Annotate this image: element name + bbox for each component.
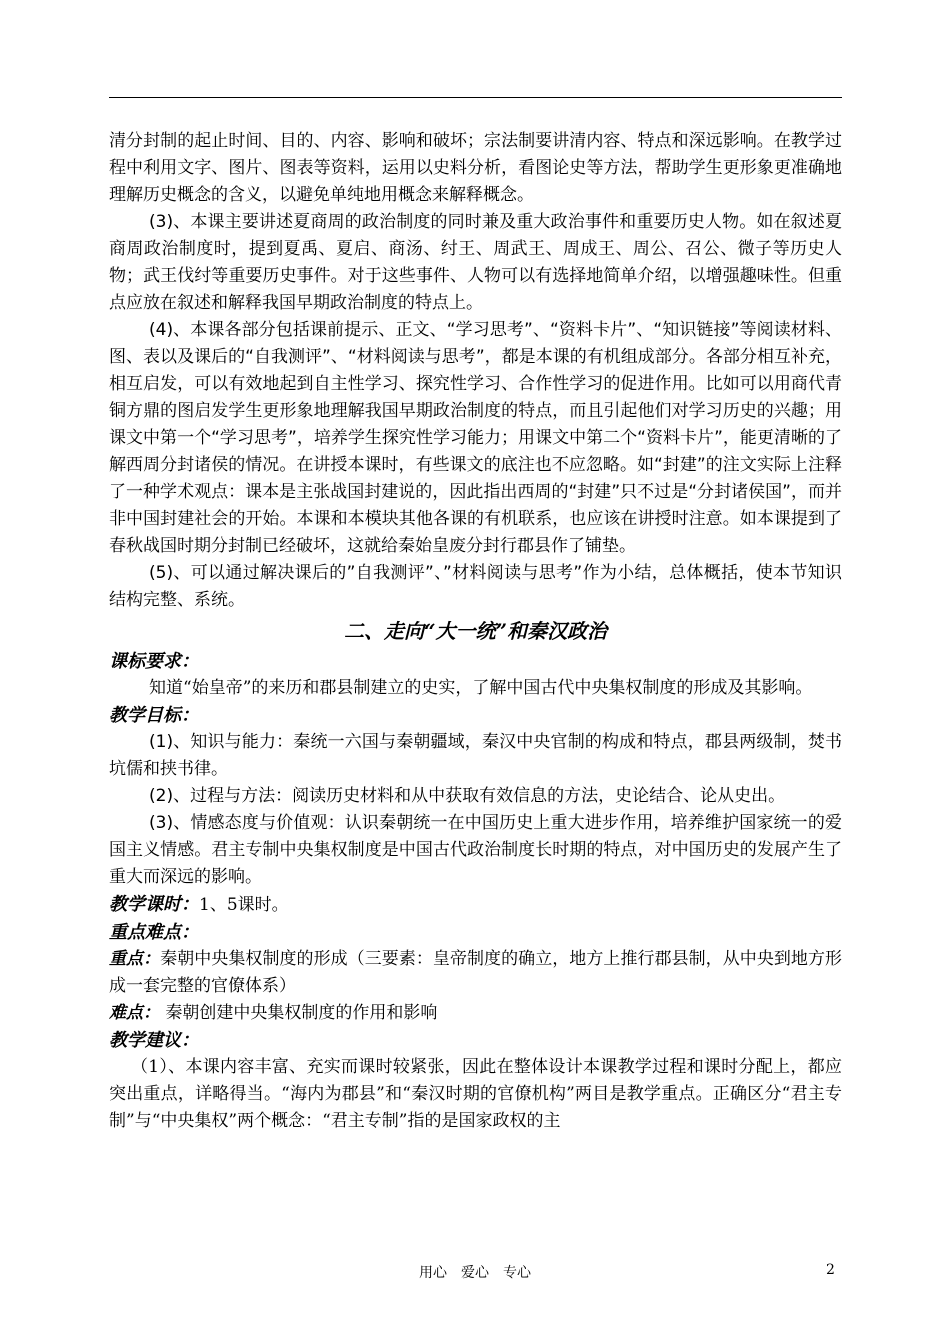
key-point-label: 重点： [109, 949, 161, 969]
hours-heading: 教学课时： [109, 894, 199, 915]
difficulty-label: 难点： [109, 1003, 160, 1023]
standard-text: 知道“始皇帝”的来历和郡县制建立的史实，了解中国古代中央集权制度的形成及其影响。 [149, 678, 813, 698]
key-point-line [109, 946, 842, 1000]
paragraph-point-4: (4)、本课各部分包括课前提示、正文、“学习思考”、“资料卡片”、“知识链接”等阅读材料、图、表以及课后的“自我测评”、“材料阅读与思考”，都是本课的有机组成部分。各部分相互补充，相互启发，可以有效地起到自主性学习、探究性学习、合作性学习的促进作用。比如可以用商代青铜方鼎的图启发学生更形象地理解我国早期政治制度的特点，而且引起他们对学习历史的兴趣；用课文中第一个“学习思考”，培养学生探究性学习能力；用课文中第二个“资料卡片”，能更清晰的了解西周分封诸侯的情况。在讲授本课时，有些课文的底注也不应忽略。如“封建”的注文实际上注释了一种学术观点：课本是主张战国封建说的，因此指出西周的“封建”只不过是“分封诸侯国”，而并非中国封建社会的开始。本课和本模块其他各课的有机联系，也应该在讲授时注意。如本课提到了春秋战国时期分封制已经破坏，这就给秦始皇废分封行郡县作了铺垫。 [109, 320, 842, 556]
objective-knowledge: (1)、知识与能力：秦统一六国与秦朝疆域，秦汉中央官制的构成和特点，郡县两级制，焚书坑儒和挟书律。 [109, 732, 842, 779]
suggestions-heading: 教学建议： [109, 1030, 199, 1051]
objective-process: (2)、过程与方法：阅读历史材料和从中获取有效信息的方法，史论结合、论从史出。 [149, 786, 786, 806]
paragraph-point-5: (5)、可以通过解决课后的”自我测评”、”材料阅读与思考”作为小结，总体概括，使本节知识结构完整、系统。 [109, 563, 842, 610]
difficulty-text: 秦朝创建中央集权制度的作用和影响 [165, 1003, 438, 1023]
hours-text: 1、5课时。 [199, 895, 289, 915]
objective-attitude: (3)、情感态度与价值观：认识秦朝统一在中国历史上重大进步作用，培养维护国家统一的爱国主义情感。君主专制中央集权制度是中国古代政治制度长时期的特点，对中国历史的发展产生了重大而深远的影响。 [109, 813, 842, 887]
suggestion-1: （1）、本课内容丰富、充实而课时较紧张，因此在整体设计本课教学过程和课时分配上，都应突出重点，详略得当。“海内为郡县”和“秦汉时期的官僚机构”两目是教学重点。正确区分“君主专制”与“中央集权”两个概念：“君主专制”指的是国家政权的主 [109, 1057, 842, 1131]
difficulty-line [109, 1000, 842, 1027]
page-footer: 用心 爱心 专心 [419, 1265, 531, 1281]
standard-heading: 课标要求： [109, 651, 199, 672]
paragraph-point-3: (3)、本课主要讲述夏商周的政治制度的同时兼及重大政治事件和重要历史人物。如在叙述夏商周政治制度时，提到夏禹、夏启、商汤、纣王、周武王、周成王、周公、召公、微子等历史人物；武王伐纣等重要历史事件。对于这些事件、人物可以有选择地简单介绍，以增强趣味性。但重点应放在叙述和解释我国早期政治制度的特点上。 [109, 212, 842, 313]
header-rule [109, 97, 842, 98]
page-number: 2 [826, 1262, 835, 1278]
key-points-heading: 重点难点： [109, 922, 199, 943]
hours-line [109, 891, 842, 919]
paragraph-distribution-system: 清分封制的起止时间、目的、内容、影响和破坏；宗法制要讲清内容、特点和深远影响。在教学过程中利用文字、图片、图表等资料，运用以史料分析，看图论史等方法，帮助学生更形象更准确地理解历史概念的含义，以避免单纯地用概念来解释概念。 [109, 131, 842, 205]
section-title: 二、走向“大一统”和秦汉政治 [343, 619, 607, 643]
key-point-text: 秦朝中央集权制度的形成（三要素：皇帝制度的确立，地方上推行郡县制，从中央到地方形成一套完整的官僚体系） [109, 949, 843, 996]
objectives-heading: 教学目标： [109, 705, 199, 726]
document-body [109, 128, 842, 1135]
